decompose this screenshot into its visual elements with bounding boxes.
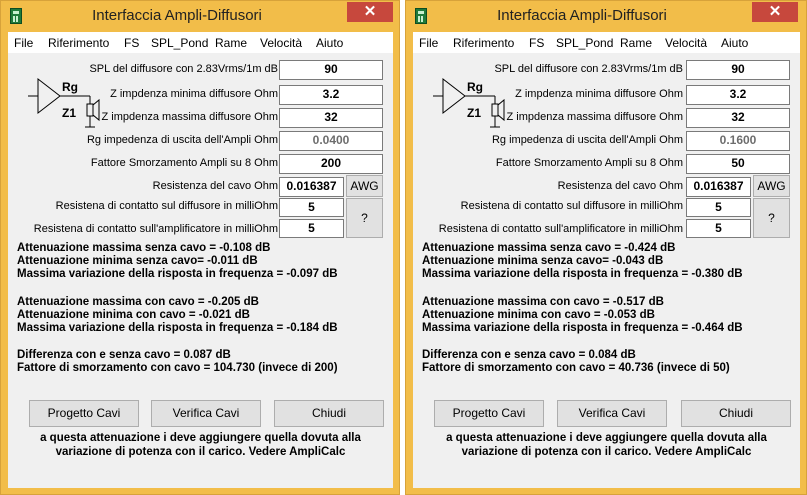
damping-factor-label: Fattore Smorzamento Ampli su 8 Ohm [495,157,683,169]
cable-resistance-label: Resistenza del cavo Ohm [152,180,278,192]
result-line: Fattore di smorzamento con cavo = 40.736 (invece di 50) [422,362,730,374]
z-min-field[interactable]: 3.2 [279,85,383,105]
result-line: Fattore di smorzamento con cavo = 104.730 (invece di 200) [17,362,338,374]
note-line-2: variazione di potenza con il carico. Vedere AmpliCalc [461,446,752,458]
result-line: Attenuazione minima con cavo = -0.053 dB [422,309,655,321]
app-window-right [405,0,807,495]
result-line: Massima variazione della risposta in frequenza = -0.380 dB [422,268,743,280]
menu-bar [8,32,393,54]
menu-fs[interactable]: FS [529,36,545,50]
amplifier-speaker-diagram [433,71,513,133]
verifica-cavi-button[interactable]: Verifica Cavi [151,400,261,427]
menu-rame[interactable]: Rame [215,36,248,50]
cable-resistance-field[interactable]: 0.016387 [686,177,751,197]
progetto-cavi-button[interactable]: Progetto Cavi [29,400,139,427]
result-line: Attenuazione minima senza cavo= -0.043 dB [422,255,664,267]
help-button[interactable]: ? [753,198,790,238]
rg-label: Rg [62,80,78,94]
title-bar[interactable] [1,1,399,31]
speaker-contact-label: Resistena di contatto sul diffusore in milliOhm [55,200,278,212]
z-min-label: Z impdenza minima diffusore Ohm [515,88,683,100]
rg-label: Rg [467,80,483,94]
chiudi-button[interactable]: Chiudi [681,400,791,427]
z1-label: Z1 [467,106,482,120]
result-line: Attenuazione massima senza cavo = -0.108 dB [17,242,271,254]
z-min-field[interactable]: 3.2 [686,85,790,105]
result-line: Attenuazione minima senza cavo= -0.011 dB [17,255,258,267]
rg-impedance-field: 0.0400 [279,131,383,151]
window-title: Interfaccia Ampli-Diffusori [92,7,262,24]
menu-file[interactable]: File [14,36,34,50]
spl-field[interactable]: 90 [686,60,790,80]
amp-contact-label: Resistena di contatto sull'amplificatore in milliOhm [33,223,278,235]
window-title: Interfaccia Ampli-Diffusori [497,7,667,24]
result-line: Massima variazione della risposta in frequenza = -0.097 dB [17,268,338,280]
result-line: Massima variazione della risposta in frequenza = -0.464 dB [422,322,743,334]
result-line: Attenuazione massima senza cavo = -0.424 dB [422,242,676,254]
spl-label: SPL del diffusore con 2.83Vrms/1m dB [494,63,683,75]
cable-resistance-label: Resistenza del cavo Ohm [557,180,683,192]
menu-velocita[interactable]: Velocità [260,36,303,50]
speaker-contact-field[interactable]: 5 [279,198,344,217]
awg-button[interactable]: AWG [346,175,383,197]
rg-impedance-label: Rg impedenza di uscita dell'Ampli Ohm [86,134,278,146]
note-line-2: variazione di potenza con il carico. Vedere AmpliCalc [55,446,346,458]
close-button[interactable]: ✕ [347,2,393,22]
app-window-left [0,0,400,495]
client-area [8,53,393,488]
help-button[interactable]: ? [346,198,383,238]
menu-spl-pond[interactable]: SPL_Pond [151,36,209,50]
damping-factor-field[interactable]: 200 [279,154,383,174]
spl-label: SPL del diffusore con 2.83Vrms/1m dB [89,63,278,75]
z-min-label: Z impdenza minima diffusore Ohm [110,88,278,100]
menu-fs[interactable]: FS [124,36,140,50]
damping-factor-field[interactable]: 50 [686,154,790,174]
progetto-cavi-button[interactable]: Progetto Cavi [434,400,544,427]
result-line: Differenza con e senza cavo = 0.087 dB [17,349,231,361]
menu-spl-pond[interactable]: SPL_Pond [556,36,614,50]
verifica-cavi-button[interactable]: Verifica Cavi [557,400,667,427]
z-max-label: Z impdenza massima diffusore Ohm [506,111,683,123]
rg-impedance-label: Rg impedenza di uscita dell'Ampli Ohm [491,134,683,146]
z1-label: Z1 [62,106,77,120]
menu-aiuto[interactable]: Aiuto [721,36,749,50]
amp-contact-field[interactable]: 5 [686,219,751,238]
client-area [413,53,800,488]
damping-factor-label: Fattore Smorzamento Ampli su 8 Ohm [90,157,278,169]
amp-contact-field[interactable]: 5 [279,219,344,238]
result-line: Differenza con e senza cavo = 0.084 dB [422,349,636,361]
rg-impedance-field: 0.1600 [686,131,790,151]
cable-resistance-field[interactable]: 0.016387 [279,177,344,197]
note-line-1: a questa attenuazione i deve aggiungere quella dovuta alla [40,432,361,444]
speaker-contact-field[interactable]: 5 [686,198,751,217]
title-bar[interactable] [406,1,804,31]
menu-riferimento[interactable]: Riferimento [48,36,110,50]
menu-bar [413,32,800,54]
menu-file[interactable]: File [419,36,439,50]
speaker-contact-label: Resistena di contatto sul diffusore in milliOhm [460,200,683,212]
result-line: Attenuazione massima con cavo = -0.205 dB [17,296,259,308]
menu-riferimento[interactable]: Riferimento [453,36,515,50]
z-max-label: Z impdenza massima diffusore Ohm [101,111,278,123]
result-line: Attenuazione massima con cavo = -0.517 dB [422,296,664,308]
result-line: Massima variazione della risposta in frequenza = -0.184 dB [17,322,338,334]
z-max-field[interactable]: 32 [686,108,790,128]
chiudi-button[interactable]: Chiudi [274,400,384,427]
menu-aiuto[interactable]: Aiuto [316,36,344,50]
note-line-1: a questa attenuazione i deve aggiungere quella dovuta alla [446,432,767,444]
z-max-field[interactable]: 32 [279,108,383,128]
menu-velocita[interactable]: Velocità [665,36,708,50]
menu-rame[interactable]: Rame [620,36,653,50]
amp-contact-label: Resistena di contatto sull'amplificatore in milliOhm [438,223,683,235]
awg-button[interactable]: AWG [753,175,790,197]
amplifier-speaker-diagram [28,71,108,133]
close-button[interactable]: ✕ [752,2,798,22]
spl-field[interactable]: 90 [279,60,383,80]
result-line: Attenuazione minima con cavo = -0.021 dB [17,309,250,321]
